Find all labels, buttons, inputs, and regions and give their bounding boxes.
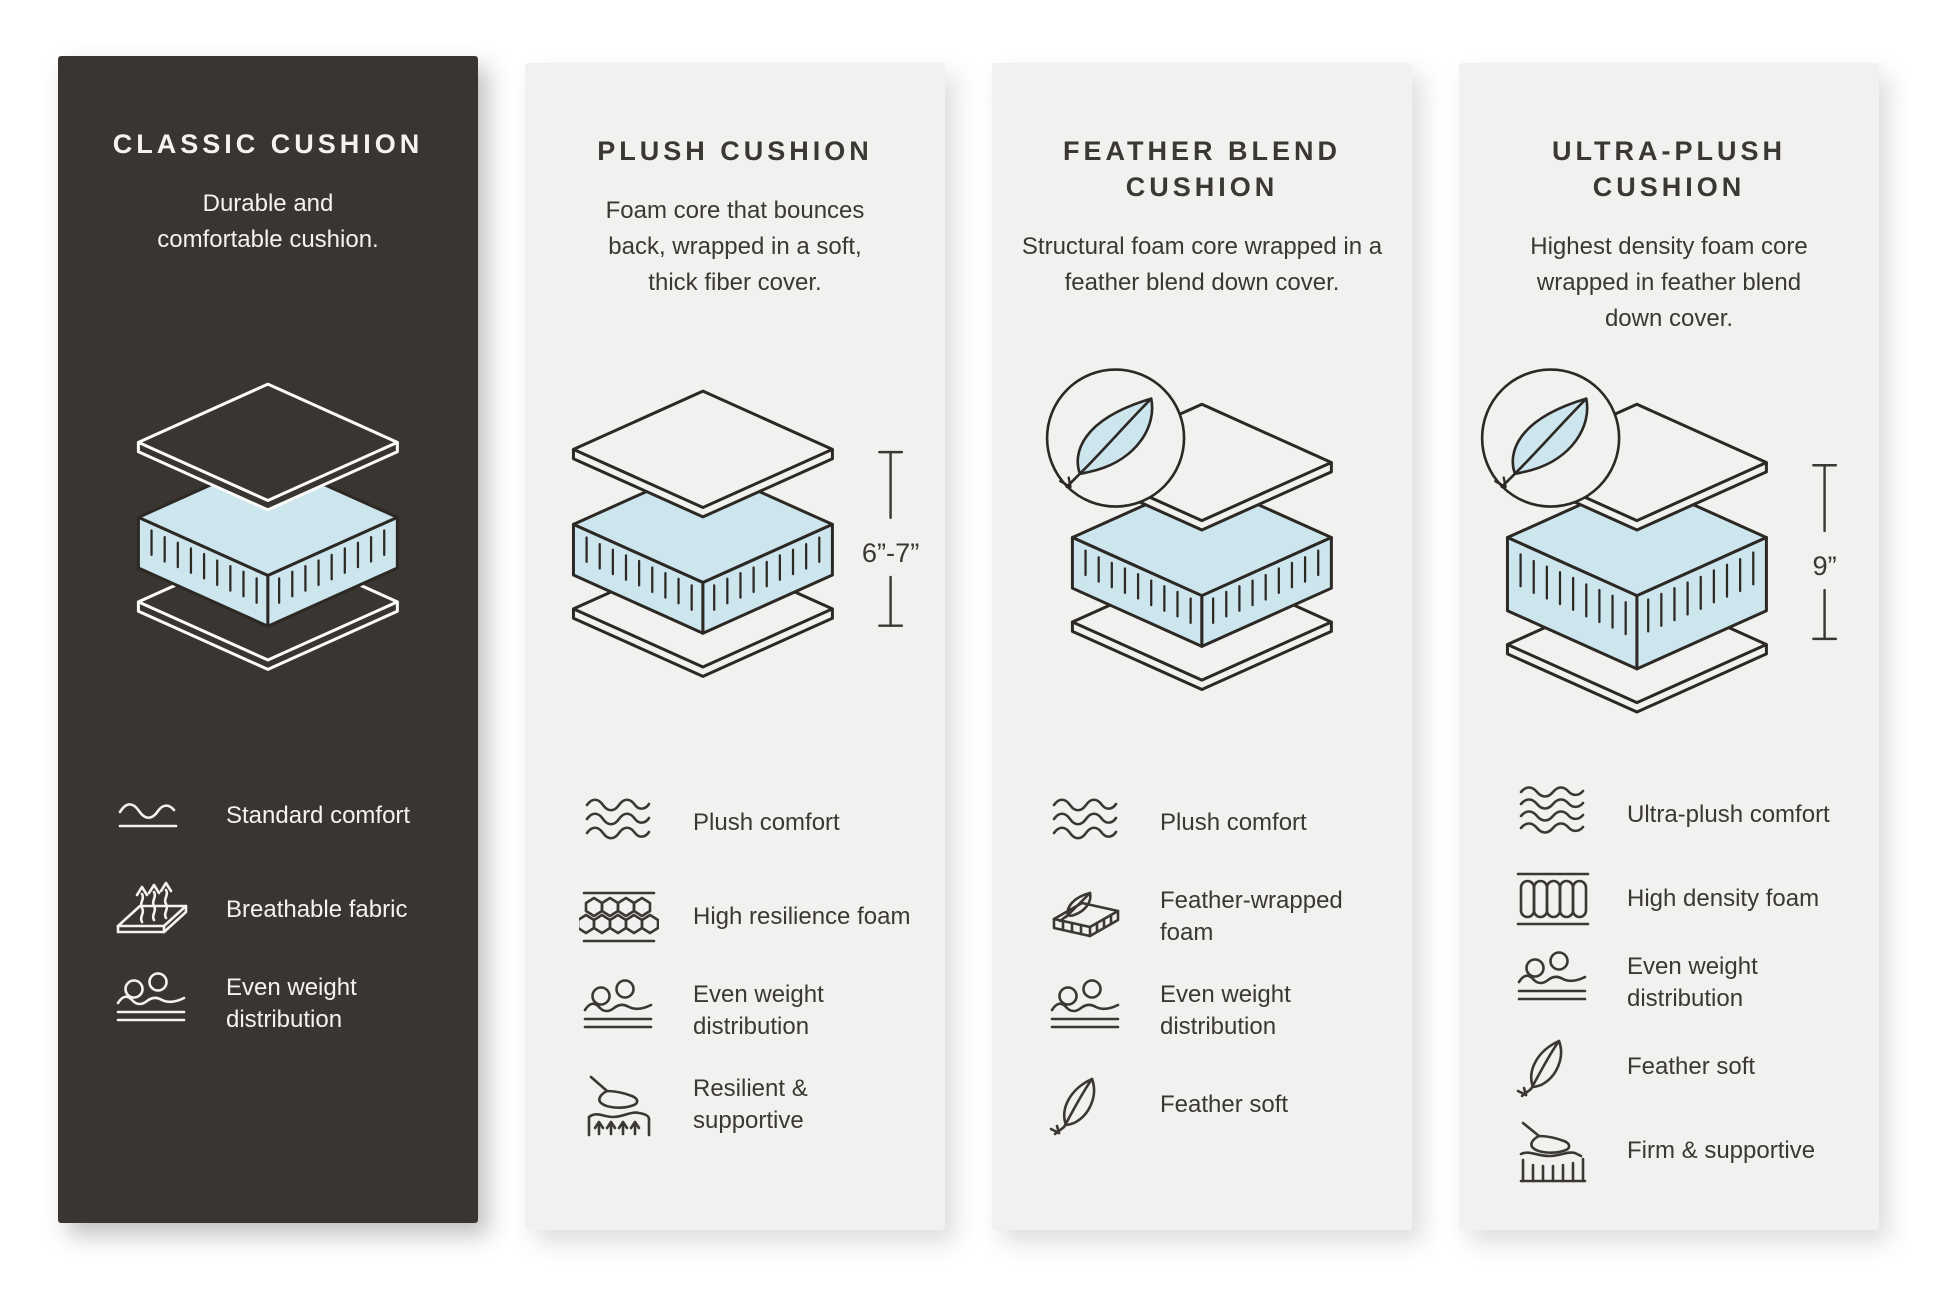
card-title: ULTRA-PLUSH CUSHION	[1552, 136, 1786, 202]
card-ultra-plush-cushion	[1459, 63, 1879, 1230]
feature-list	[525, 767, 945, 1137]
feature-label: Even weight distribution	[693, 981, 824, 1040]
feature-label: Plush comfort	[1160, 809, 1307, 836]
firm-supportive-icon	[1513, 1119, 1593, 1183]
card-description: Foam core that bounces back, wrapped in a soft, thick fiber cover.	[605, 197, 865, 296]
weight-distribution-icon	[1513, 951, 1593, 1015]
feature-label: Feather soft	[1160, 1091, 1289, 1118]
card-header	[525, 63, 945, 363]
feature-label: Plush comfort	[693, 809, 840, 836]
feature-label: High resilience foam	[693, 903, 911, 930]
feature-label: Even weight distribution	[226, 974, 357, 1033]
card-title: PLUSH CUSHION	[597, 136, 873, 166]
feature-item	[1513, 1035, 1855, 1099]
high-density-foam-icon	[1513, 867, 1593, 931]
height-measurement-label: 9”	[1812, 550, 1837, 582]
cushion-layers-illustration	[550, 363, 921, 743]
wave-icon	[112, 784, 192, 848]
feather-badge	[1482, 370, 1619, 507]
card-plush-cushion	[525, 63, 945, 1230]
card-classic-cushion	[58, 56, 478, 1223]
feature-label: Feather-wrapped foam	[1160, 887, 1343, 946]
wave-icon	[1513, 783, 1593, 847]
cushion-layers-illustration	[1484, 363, 1855, 743]
feature-item	[579, 885, 921, 949]
resilient-supportive-icon	[579, 1073, 659, 1137]
weight-distribution-icon	[112, 972, 192, 1036]
height-measurement-label: 6”-7”	[861, 536, 919, 568]
feature-item	[579, 791, 921, 855]
feather-icon	[1513, 1035, 1593, 1099]
weight-distribution-icon	[1046, 979, 1126, 1043]
feature-list	[992, 767, 1412, 1137]
card-header	[992, 63, 1412, 363]
feature-label: Resilient & supportive	[693, 1075, 808, 1134]
wave-icon	[579, 791, 659, 855]
card-description: Structural foam core wrapped in a feather blend down cover.	[1021, 233, 1383, 296]
card-title: FEATHER BLEND CUSHION	[1063, 136, 1341, 202]
feature-label: High density foam	[1627, 885, 1820, 912]
feature-item	[1513, 783, 1855, 847]
feature-list	[1459, 767, 1879, 1183]
feature-item	[1513, 951, 1855, 1015]
feature-label: Ultra-plush comfort	[1627, 801, 1830, 828]
feature-item	[1513, 867, 1855, 931]
wave-icon	[1046, 791, 1126, 855]
feature-label: Firm & supportive	[1627, 1137, 1816, 1164]
card-header	[58, 56, 478, 356]
card-description: Highest density foam core wrapped in feather blend down cover.	[1530, 233, 1808, 332]
illustration-area	[58, 356, 478, 760]
weight-distribution-icon	[579, 979, 659, 1043]
feature-item	[112, 878, 454, 942]
feature-item	[1046, 791, 1388, 855]
feather-badge	[1047, 370, 1184, 507]
illustration-area	[525, 363, 945, 767]
honeycomb-foam-icon	[579, 885, 659, 949]
feather-icon	[1046, 1073, 1126, 1137]
feature-label: Standard comfort	[226, 802, 411, 829]
feature-list	[58, 760, 478, 1036]
feature-item	[1046, 979, 1388, 1043]
feature-label: Even weight distribution	[1627, 953, 1758, 1012]
top-cover-layer	[573, 391, 832, 517]
breathable-fabric-icon	[112, 878, 192, 942]
illustration-area	[992, 363, 1412, 767]
cushion-layers-illustration	[99, 356, 437, 736]
feature-label: Breathable fabric	[226, 896, 408, 923]
feature-item	[1046, 1073, 1388, 1137]
feature-label: Feather soft	[1627, 1053, 1756, 1080]
card-feather-blend-cushion	[992, 63, 1412, 1230]
top-cover-layer	[139, 384, 398, 510]
feature-item	[579, 979, 921, 1043]
cushion-layers-illustration	[1033, 363, 1371, 743]
feature-item	[1046, 885, 1388, 949]
feature-item	[579, 1073, 921, 1137]
illustration-area	[1459, 363, 1879, 767]
feather-wrapped-foam-icon	[1046, 885, 1126, 949]
feature-item	[112, 784, 454, 848]
feature-label: Even weight distribution	[1160, 981, 1291, 1040]
feature-item	[112, 972, 454, 1036]
feature-item	[1513, 1119, 1855, 1183]
card-title: CLASSIC CUSHION	[112, 129, 424, 159]
card-description: Durable and comfortable cushion.	[157, 190, 379, 253]
card-header	[1459, 63, 1879, 363]
